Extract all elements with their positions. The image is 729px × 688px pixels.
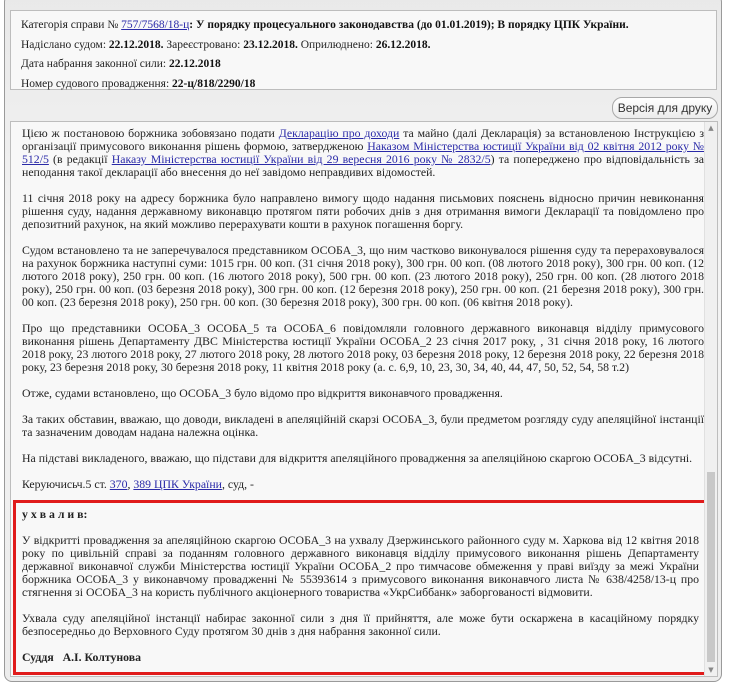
paragraph: Судом встановлено та не заперечувалося представником ОСОБА_3, що ним частково виконувалося рішення суду та перераховувалося на рахунок боржника наступні суми: 1015 грн. 00 коп. (31 січня 2018 року), 300 грн. 00 коп. (08 лютого 2018 року), 300 грн. 00 коп. (12 лютого 2018 року), 250 грн. 00 коп. (16 лютого 2018 року), 500 грн. 00 коп. (23 лютого 2018 року), 250 грн. 00 коп. (28 лютого 2018 року), 250 грн. 00 коп. (03 березня 2018 року), 300 грн. 00 коп. (12 березня 2018 року), 250 грн. 00 коп. (21 березня 2018 року), 300 грн. 00 коп. (23 березня 2018 року), 250 грн. 00 коп. (30 березня 2018 року), 300 грн. 00 коп. (06 квітня 2018 року). <box>22 243 704 309</box>
paragraph: За таких обставин, вважаю, що доводи, викладені в апеляційній скарзі ОСОБА_3, були предметом розгляду суду апеляційної інстанції та зазначеним доводам надана належна оцінка. <box>22 412 704 439</box>
text: (в редакції <box>48 152 112 166</box>
article-370-link[interactable]: 370 <box>109 477 128 491</box>
article-389-link[interactable]: 389 ЦПК України <box>133 477 222 491</box>
category-label: Категорія справи № <box>21 19 119 31</box>
judge-name: А.І. Колтунова <box>62 650 142 664</box>
vertical-scrollbar[interactable] <box>704 122 717 676</box>
proceeding-number: 22-ц/818/2290/18 <box>172 77 256 90</box>
text: Керуючисьч.5 ст. <box>22 477 110 491</box>
text: та майно (далі Декларація) за встановленою Інструкцією з організації примусового виконання рішень формою, затвердженою <box>22 126 704 153</box>
scroll-up-arrow-icon[interactable]: ▲ <box>708 124 714 132</box>
case-number-link[interactable]: 757/7568/18-ц <box>121 19 190 31</box>
print-version-button[interactable]: Версія для друку <box>612 97 718 119</box>
order-512-link[interactable]: Наказом Міністерства юстиції України від 02 квітня 2012 року № 512/5 <box>22 139 704 166</box>
ruling-highlight-box <box>13 500 708 675</box>
effective-date: 22.12.2018 <box>168 58 221 70</box>
ruling-paragraph: Ухвала суду апеляційної інстанції набирає законної сили з дня її прийняття, але може бути оскаржена в касаційному порядку безпосередньо до Верховного Суду протягом 30 днів з дня набрання законної сили. <box>22 611 699 638</box>
text: Цією ж постановою боржника зобовязано подати <box>22 126 279 140</box>
case-info-box <box>10 10 717 90</box>
registered-label: Зареєстровано: <box>166 38 241 51</box>
text: ) та попереджено про відповідальність за неподання такої декларації або внесення до неї завідомо неправдивих відомостей. <box>22 152 704 179</box>
judge-signature <box>22 651 699 664</box>
sent-label: Надіслано судом: <box>21 38 107 51</box>
declaration-link[interactable]: Декларацію про доходи <box>278 126 400 140</box>
proceeding-number-line <box>21 75 706 95</box>
category-value: : У порядку процесуального законодавства (до 01.01.2019); В порядку ЦПК України. <box>189 19 629 31</box>
paragraph: 11 січня 2018 року на адресу боржника було направлено вимогу щодо надання письмових пояснень відносно причин невиконання рішення суду, надання державному виконавцю протягом пяти робочих днів з дня отримання вимоги Декларації та повідомлено про депозитний рахунок, на який можливо перерахувати кошти в рахунок погашення боргу. <box>22 191 704 231</box>
effective-label: Дата набрання законної сили: <box>21 58 167 70</box>
paragraph: На підставі викладеного, вважаю, що підстави для відкриття апеляційного провадження за апеляційною скаргою ОСОБА_3 відсутні. <box>22 451 693 465</box>
published-label: Оприлюднено: <box>300 38 374 51</box>
scroll-down-arrow-icon[interactable]: ▼ <box>708 666 714 674</box>
judge-label: Суддя <box>22 650 54 664</box>
document-text-area[interactable] <box>10 121 718 677</box>
ruling-paragraph: У відкритті провадження за апеляційною скаргою ОСОБА_3 на ухвалу Дзержинського районного суду м. Харкова від 12 квітня 2018 року по цивільній справі за поданням головного державного виконавця відділу примусового виконання рішень Департаменту державної виконавчої служби Міністерства юстиції України ОСОБА_2 про тимчасове обмеження у праві виїзду за межі України боржника ОСОБА_3 у виконавчому провадженні № 55393614 з примусового виконання виконавчого листа № 638/4258/13-ц про стягнення зі ОСОБА_3 на користь публічного акціонерного товариства «УкрСиббанк» заборгованості відмовити. <box>22 533 699 599</box>
case-category-line <box>21 16 706 36</box>
effective-date-line <box>21 55 706 75</box>
proceeding-label: Номер судового провадження: <box>21 77 170 90</box>
paragraph <box>22 478 704 491</box>
sent-date: 22.12.2018. <box>108 38 164 51</box>
registered-date: 23.12.2018. <box>243 38 298 51</box>
text: , <box>127 477 134 491</box>
paragraph: Отже, судами встановлено, що ОСОБА_3 було відомо про відкриття виконавчого провадження. <box>22 386 503 400</box>
document-text <box>22 127 704 675</box>
ruling-heading-text: у х в а л и в: <box>22 507 88 521</box>
paragraph: Про що представники ОСОБА_3 ОСОБА_5 та ОСОБА_6 повідомляли головного державного виконавця відділу примусового виконання рішень Департаменту ДВС Міністерства юстиції України ОСОБА_2 23 січня 2017 року, , 31 січня 2018 року, 16 лютого 2018 року, 23 лютого 2018 року, 27 лютого 2018 року, 28 лютого 2018 року, 03 березня 2018 року, 12 березня 2018 року, 22 березня 2018 року, 23 березня 2018 року, 30 березня 2018 року, 11 квітня 2018 року (а. с. 6,9, 10, 23, 30, 34, 40, 44, 47, 50, 52, 54, 58 т.2) <box>22 321 704 374</box>
order-2832-link[interactable]: Наказу Міністерства юстиції України від 29 вересня 2016 року № 2832/5 <box>111 152 491 166</box>
published-date: 26.12.2018. <box>375 38 431 51</box>
scrollbar-thumb[interactable] <box>707 472 715 662</box>
ruling-heading <box>22 508 699 521</box>
paragraph <box>22 127 704 179</box>
text: , суд, - <box>221 477 254 491</box>
dates-line <box>21 36 706 56</box>
